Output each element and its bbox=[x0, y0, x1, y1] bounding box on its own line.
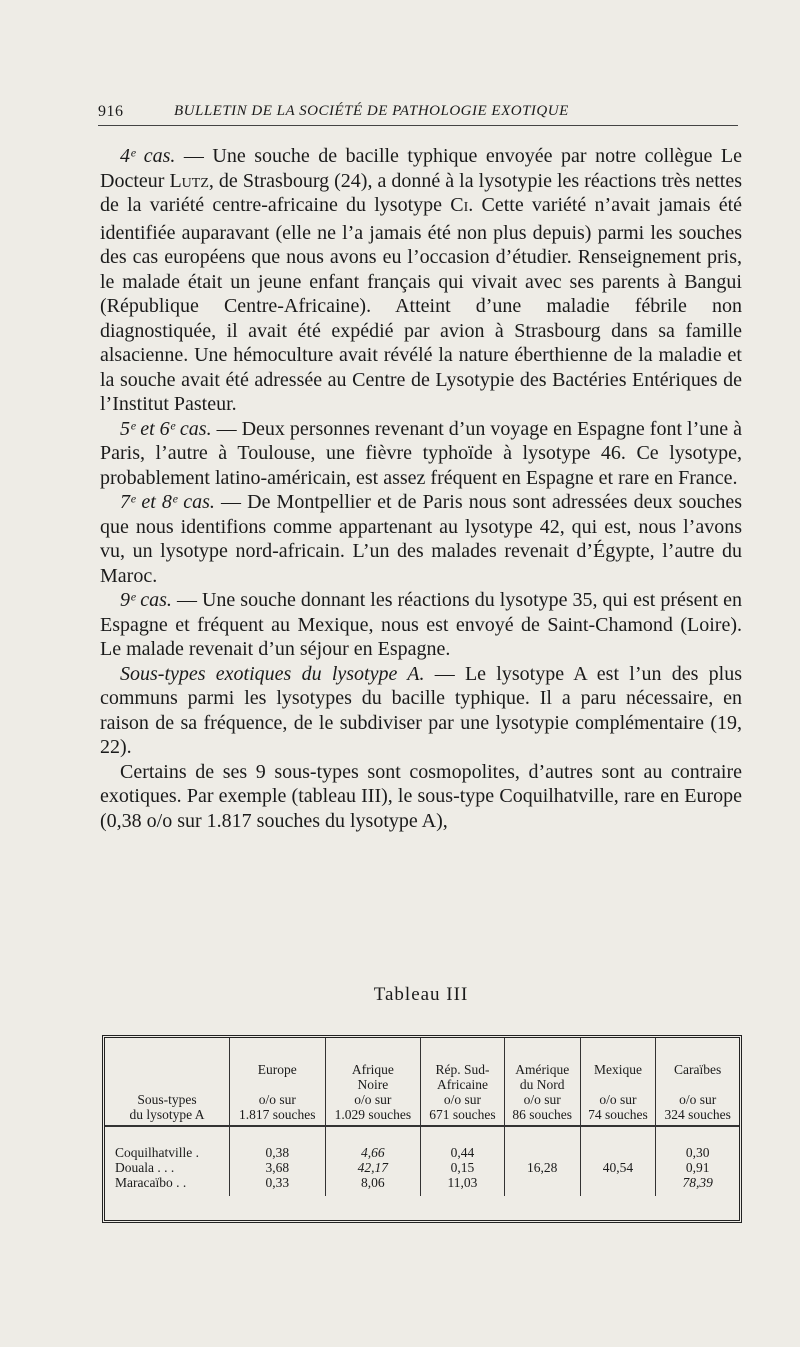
table-cell bbox=[583, 1145, 654, 1160]
header-line: Caraïbes bbox=[674, 1062, 722, 1077]
paragraph-text: — Le lysotype A est l’un des plus communs parmi les lysotypes du bacille typhique. Il a paru nécessaire, en raison de sa fréquence, de le subdiviser par une lysotypie complémentaire (19, 22). bbox=[100, 662, 742, 758]
header-line: du Nord bbox=[519, 1077, 565, 1092]
table-cell: 0,91 bbox=[685, 1160, 710, 1175]
paragraph-text: . Cette variété n’avait jamais été identifiée auparavant (elle ne l’a jamais été non plus depuis) parmi les souches des cas européens que nous avons eu l’occasion d’étudier. Renseignement pris, le malade était un jeune enfant français qui vivait avec ses parents à Bangui (République Centre-Africaine). Atteint d’une maladie fébrile non diagnostiquée, il avait été expédié par avion à Strasbourg dans sa famille alsacienne. Une hémoculture avait révélé la nature éberthienne de la maladie et la souche avait été adressée au Centre de Lysotypie des Bactéries Entériques de l’Institut Pasteur. bbox=[100, 194, 743, 415]
header-line: 86 souches bbox=[512, 1107, 572, 1122]
header-line: o/o sur bbox=[599, 1092, 637, 1107]
header-line: Europe bbox=[257, 1062, 297, 1077]
table-cell: Coquilhatville . bbox=[115, 1145, 199, 1160]
paragraph-case-5-6 bbox=[100, 417, 742, 491]
table-cell: 3,68 bbox=[265, 1160, 290, 1175]
table-cell bbox=[507, 1175, 578, 1190]
header-line bbox=[658, 1077, 737, 1092]
header-line: o/o sur bbox=[258, 1092, 296, 1107]
header-line: Mexique bbox=[593, 1062, 642, 1077]
header-line: 671 souches bbox=[429, 1107, 496, 1122]
table-cell: 42,17 bbox=[357, 1160, 389, 1175]
header-mexique bbox=[580, 1038, 656, 1126]
header-line bbox=[232, 1077, 323, 1092]
section-lead: Sous-types exotiques du lysotype A. bbox=[120, 662, 425, 685]
paragraph-text: — Une souche donnant les réactions du lysotype 35, qui est présent en Espagne et fréquent au Mexique, nous est envoyé de Saint-Chamond (Loire). Le malade revenait d’un séjour en Espagne. bbox=[100, 589, 742, 660]
header-line: 1.029 souches bbox=[334, 1107, 412, 1122]
table-cell: 11,03 bbox=[447, 1175, 478, 1190]
header-line bbox=[107, 1062, 227, 1077]
header-line: Sous-types bbox=[137, 1092, 197, 1107]
afrique-noire-values bbox=[325, 1126, 421, 1196]
table-cell: 40,54 bbox=[602, 1160, 634, 1175]
header-line: 74 souches bbox=[588, 1107, 648, 1122]
table-cell: 16,28 bbox=[527, 1160, 558, 1175]
case-lead: 9ᵉ cas. bbox=[120, 589, 172, 611]
paragraph-text: — De Montpellier et de Paris nous sont adressées deux souches que nous identifions comme appartenant au lysotype 42, qui est, nous l’avons vu, un lysotype nord-africain. L’un des malades revenait d’Égypte, l’autre du Maroc. bbox=[100, 491, 742, 587]
mexique-values bbox=[580, 1126, 656, 1196]
subtype-names bbox=[105, 1126, 230, 1196]
table-cell bbox=[583, 1175, 654, 1190]
paragraph-text: — Deux personnes revenant d’un voyage en Espagne font l’une à Paris, l’autre à Toulouse, une fièvre typhoïde à lysotype 46. Ce lysotype, probablement latino-américain, est assez fréquent en Espagne et rare en France. bbox=[100, 417, 742, 489]
paragraph-text: — Une souche de bacille typhique envoyée par notre collègue Le Docteur bbox=[100, 145, 743, 192]
table-row bbox=[105, 1126, 739, 1196]
caraibes-values bbox=[656, 1126, 739, 1196]
table-cell: 0,38 bbox=[265, 1145, 290, 1160]
table-cell: 4,66 bbox=[361, 1145, 385, 1160]
table-cell: 8,06 bbox=[361, 1175, 385, 1190]
header-line: o/o sur bbox=[523, 1092, 561, 1107]
amerique-du-nord-values bbox=[504, 1126, 580, 1196]
header-line: o/o sur bbox=[443, 1092, 482, 1107]
running-head bbox=[98, 101, 738, 126]
paragraph-subtypes bbox=[100, 662, 742, 760]
lysotype-symbol: C bbox=[450, 194, 464, 216]
journal-title: BULLETIN DE LA SOCIÉTÉ DE PATHOLOGIE EXOTIQUE bbox=[174, 103, 569, 119]
paragraph-case-9 bbox=[100, 588, 742, 662]
header-line: Rép. Sud- bbox=[435, 1062, 490, 1077]
header-line bbox=[107, 1077, 227, 1092]
rep-sud-africaine-values bbox=[421, 1126, 505, 1196]
table-cell: Maracaïbo . . bbox=[115, 1175, 187, 1190]
table-cell: Douala . . . bbox=[115, 1160, 175, 1175]
paragraph-examples: Certains de ses 9 sous-types sont cosmopolites, d’autres sont au contraire exotiques. Par exemple (tableau III), le sous-type Coquilhatville, rare en Europe (0,38 o/o sur 1.817 souches du lysotype A), bbox=[100, 760, 742, 832]
header-afrique-noire bbox=[325, 1038, 421, 1126]
header-caraibes bbox=[656, 1038, 739, 1126]
table-cell bbox=[507, 1145, 578, 1160]
header-line: du lysotype A bbox=[129, 1107, 205, 1122]
header-line: o/o sur bbox=[679, 1092, 717, 1107]
europe-values bbox=[230, 1126, 326, 1196]
table-cell: 0,15 bbox=[450, 1160, 475, 1175]
table-iii bbox=[102, 1035, 742, 1223]
header-line: Amérique bbox=[515, 1062, 570, 1077]
body-text bbox=[100, 144, 742, 833]
case-lead: 7ᵉ et 8ᵉ cas. bbox=[120, 491, 215, 513]
table-cell: 0,30 bbox=[685, 1145, 710, 1160]
lysotype-subscript: I bbox=[463, 200, 469, 215]
header-line: 1.817 souches bbox=[239, 1107, 316, 1122]
header-subtypes bbox=[105, 1038, 230, 1126]
header-line: Afrique bbox=[351, 1062, 394, 1077]
case-lead: 5ᵉ et 6ᵉ cas. bbox=[120, 417, 212, 440]
data-table bbox=[105, 1038, 739, 1196]
header-line: o/o sur bbox=[354, 1092, 392, 1107]
table-title: Tableau III bbox=[373, 984, 469, 1005]
author-name: Lutz bbox=[169, 169, 209, 192]
header-row bbox=[105, 1038, 739, 1126]
paragraph-case-7-8 bbox=[100, 490, 742, 588]
paragraph-case-4 bbox=[100, 144, 742, 417]
page-number: 916 bbox=[98, 103, 124, 120]
header-line: Noire bbox=[357, 1077, 389, 1092]
header-line bbox=[583, 1077, 654, 1092]
table-cell: 0,44 bbox=[450, 1145, 475, 1160]
header-line: Africaine bbox=[436, 1077, 488, 1092]
header-europe bbox=[230, 1038, 326, 1126]
case-lead: 4ᵉ cas. bbox=[120, 145, 176, 167]
table-cell: 0,33 bbox=[265, 1175, 290, 1190]
table-cell: 78,39 bbox=[682, 1175, 713, 1190]
header-amerique-du-nord bbox=[504, 1038, 580, 1126]
header-line: 324 souches bbox=[664, 1107, 731, 1122]
paragraph-text: , de Strasbourg (24), a donné à la lysotypie les réactions très nettes de la variété centre-africaine du lysotype bbox=[100, 169, 743, 216]
header-rep-sud-africaine bbox=[421, 1038, 505, 1126]
